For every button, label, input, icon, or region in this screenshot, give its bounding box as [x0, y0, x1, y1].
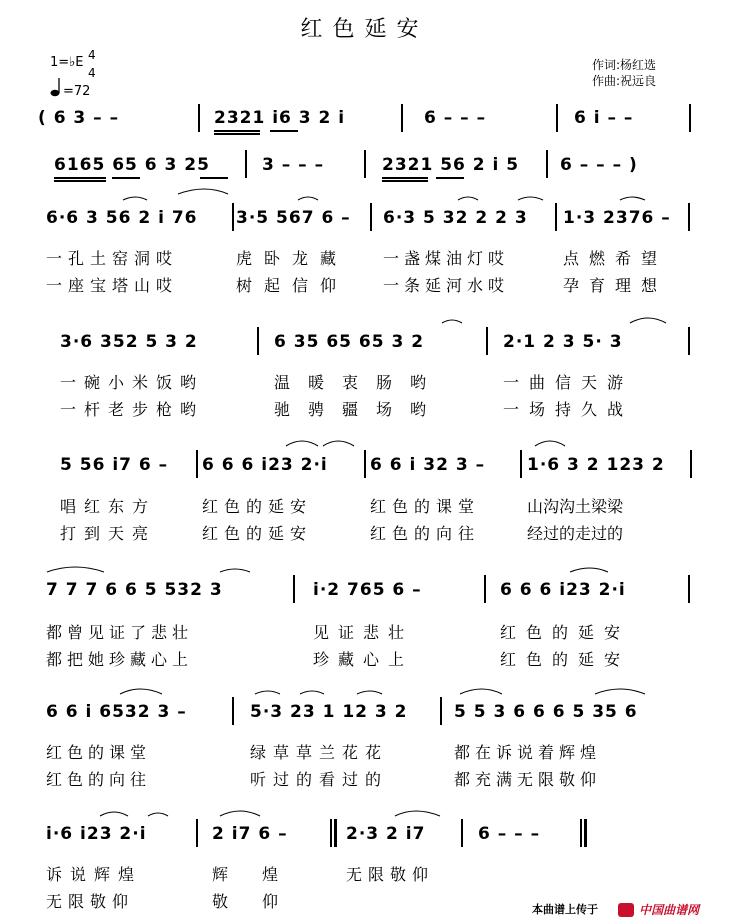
measure: 6 i – – — [574, 108, 634, 128]
measure: 6 6 6 i23 2·i — [202, 455, 328, 475]
measure: 1·3 2376 – — [563, 208, 671, 228]
lyric-line: 珍藏心上 — [313, 650, 414, 669]
lyric-line: 红色的延安 — [500, 623, 631, 642]
measure: 2 i7 6 – — [212, 824, 288, 844]
measure: 1·6 3 2 123 2 — [527, 455, 665, 475]
lyric-line: 驰骋疆场哟 — [274, 400, 445, 419]
lyric-line: 虎卧龙藏 — [236, 249, 349, 268]
lyric-line: 经过的走过的 — [527, 524, 624, 543]
measure: 6165 65 6 3 25 — [54, 155, 210, 175]
lyric-line: 听过的看过的 — [250, 770, 389, 789]
measure: i·2 765 6 – — [313, 580, 422, 600]
measure: 6 35 65 65 3 2 — [274, 332, 425, 352]
lyric-line: 一碗小米饭哟 — [60, 373, 205, 392]
measure: 3 – – – — [262, 155, 325, 175]
lyric-line: 一座宝塔山哎 — [46, 276, 179, 295]
song-title: 红色延安 — [300, 17, 429, 42]
measure: i·6 i23 2·i — [46, 824, 147, 844]
tempo-marking: =72 — [63, 84, 91, 99]
lyric-line: 一盏煤油灯哎 — [383, 249, 510, 268]
lyric-line: 红色的延安 — [500, 650, 631, 669]
lyric-line: 都把她珍藏心上 — [46, 650, 194, 669]
lyric-line: 红色的课堂 — [370, 497, 481, 516]
measure: 6 6 i 6532 3 – — [46, 702, 187, 722]
logo-icon — [618, 903, 634, 917]
measure: 2321 i6 3 2 i — [214, 108, 346, 128]
lyric-line: 见证悲壮 — [313, 623, 414, 642]
measure: 3·5 567 6 – — [236, 208, 351, 228]
lyric-line: 红色的延安 — [202, 524, 313, 543]
measure: 6 – – – — [478, 824, 541, 844]
measure: 5 56 i7 6 – — [60, 455, 169, 475]
lyric-line: 红色的课堂 — [46, 743, 152, 762]
lyric-line: 一条延河水哎 — [383, 276, 510, 295]
lyric-line: 诉说辉煌 — [46, 865, 143, 884]
lyric-line: 都曾见证了悲壮 — [46, 623, 194, 642]
lyric-line: 一场持久战 — [503, 400, 634, 419]
lyric-line: 红色的向往 — [370, 524, 481, 543]
lyric-line: 一孔土窑洞哎 — [46, 249, 179, 268]
measure: 5 5 3 6 6 6 5 35 6 — [454, 702, 638, 722]
lyric-line: 山沟沟土梁梁 — [527, 497, 624, 516]
lyric-line: 温暖衷肠哟 — [274, 373, 445, 392]
time-signature-top: 4 — [88, 48, 96, 62]
site-name: 中国曲谱网 — [639, 903, 700, 917]
lyric-line: 无限敬仰 — [46, 892, 135, 911]
measure: 5·3 23 1 12 3 2 — [250, 702, 408, 722]
measure: 2·1 2 3 5· 3 — [503, 332, 623, 352]
lyricist-credit: 作词:杨红选 — [592, 58, 657, 72]
measure: ( 6 3 – – — [38, 108, 120, 128]
measure: 6 6 i 32 3 – — [370, 455, 486, 475]
measure: 6·3 5 32 2 2 3 — [383, 208, 528, 228]
lyric-line: 一杆老步枪哟 — [60, 400, 205, 419]
time-signature-bottom: 4 — [88, 66, 96, 80]
lyric-line: 打到天亮 — [60, 524, 157, 543]
measure: 2·3 2 i7 — [346, 824, 426, 844]
lyric-line: 都在诉说着辉煌 — [454, 743, 602, 762]
lyric-line: 一曲信天游 — [503, 373, 634, 392]
site-logo[interactable] — [618, 899, 699, 918]
lyric-line: 孕育理想 — [563, 276, 668, 295]
footer-uploaded-text: 本曲谱上传于 — [532, 903, 598, 916]
composer-credit: 作曲:祝远良 — [592, 74, 657, 88]
key-signature: 1=♭E — [50, 55, 84, 70]
lyric-line: 红色的向往 — [46, 770, 152, 789]
measure: 3·6 352 5 3 2 — [60, 332, 198, 352]
measure: 6 6 6 i23 2·i — [500, 580, 626, 600]
lyric-line: 无限敬仰 — [346, 865, 435, 884]
lyric-line: 都充满无限敬仰 — [454, 770, 602, 789]
lyric-line: 敬仰 — [212, 892, 313, 911]
measure: 6 – – – — [424, 108, 487, 128]
measure: 2321 56 2 i 5 — [382, 155, 520, 175]
lyric-line: 点燃希望 — [563, 249, 668, 268]
lyric-line: 红色的延安 — [202, 497, 313, 516]
measure: 6 – – – ) — [560, 155, 638, 175]
lyric-line: 唱红东方 — [60, 497, 157, 516]
lyric-line: 树起信仰 — [236, 276, 349, 295]
lyric-line: 绿草草兰花花 — [250, 743, 389, 762]
measure: 6·6 3 56 2 i 76 — [46, 208, 198, 228]
measure: 7 7 7 6 6 5 532 3 — [46, 580, 223, 600]
lyric-line: 辉煌 — [212, 865, 313, 884]
